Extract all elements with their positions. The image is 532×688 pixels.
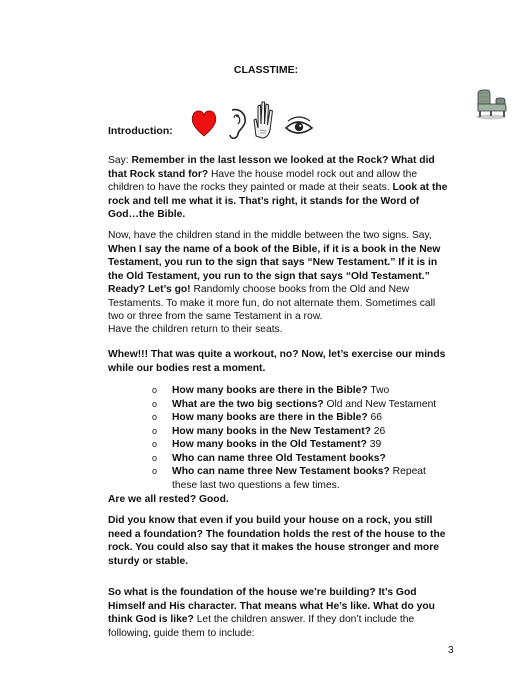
- rock-answer-text: Look at the rock and tell me what it is. That’s right, it stands for the Word of God…the Bible.: [108, 182, 448, 220]
- character-instruction-text: Let the children answer. If they don’t include the following, guide them to include:: [108, 614, 415, 639]
- paragraph-return-seats: Have the children return to their seats.: [108, 324, 283, 335]
- hand-icon: [254, 102, 273, 138]
- bullet-marker: o: [152, 425, 158, 436]
- heart-icon: [192, 111, 216, 136]
- game-tips-text: Randomly choose books from the Old and New Testaments. To make it more fun, do not alternate them. Sometimes call two or three from the same Testament in a row.: [108, 284, 436, 322]
- list-item: o How many books are there in the Bible? 66: [152, 412, 383, 423]
- list-item: o How many books are there in the Bible? Two: [152, 385, 390, 396]
- bullet-marker: o: [152, 466, 158, 476]
- paragraph-rested: Are we all rested? Good.: [108, 494, 229, 505]
- paragraph-gods-character: [108, 586, 448, 640]
- bullet-marker: o: [152, 452, 158, 463]
- question-list: [152, 384, 452, 492]
- list-item: o How many books in the Old Testament? 39: [152, 439, 382, 450]
- game-setup-text: Now, have the children stand in the middle between the two signs. Say,: [108, 230, 432, 241]
- rock-question-text: Remember in the last lesson we looked at the Rock? What did that Rock stand for?: [108, 155, 435, 180]
- bullet-marker: o: [152, 385, 158, 395]
- list-item: o Who can name three New Testament books? Repeat these last two questions a few times.: [152, 466, 426, 491]
- paragraph-foundation: Did you know that even if you build your house on a rock, you still need a foundation? The foundation holds the rest of the house to the rock. You could also say that it makes the house stronger and more sturdy or stable.: [108, 515, 446, 567]
- paragraph-testament-game: [108, 229, 448, 324]
- list-item: o How many books in the New Testament? 26: [152, 425, 386, 437]
- page-title: CLASSTIME:: [233, 64, 299, 76]
- rock-instruction-text: Have the house model rock out and allow the children to have the rocks they painted or made at their seats.: [108, 168, 418, 193]
- list-item: o What are the two big sections? Old and New Testament: [152, 398, 437, 410]
- say-label: Say:: [108, 155, 132, 166]
- page-number: 3: [448, 645, 454, 656]
- chair-icon: [474, 88, 508, 120]
- bullet-marker: o: [152, 398, 158, 409]
- senses-icons: [190, 98, 316, 142]
- bullet-marker: o: [152, 439, 158, 449]
- list-item: o Who can name three Old Testament books?: [152, 452, 386, 464]
- eye-icon: [286, 117, 312, 133]
- bullet-marker: o: [152, 412, 158, 422]
- paragraph-whew: Whew!!! That was quite a workout, no? Now, let’s exercise our minds while our bodies rest a moment.: [108, 349, 446, 374]
- character-question-text: So what is the foundation of the house we’re building? It’s God Himself and His character. That means what He’s like. What do you think God is like?: [108, 587, 435, 625]
- paragraph-rock-review: [108, 154, 448, 222]
- ear-icon: [230, 110, 245, 139]
- game-rules-text: When I say the name of a book of the Bible, if it is a book in the New Testament, you run to the sign that says “New Testament.” If it is in the Old Testament, you run to the sign that says “Old Testament.” Ready? Let’s go!: [108, 243, 441, 295]
- introduction-label: Introduction:: [108, 125, 173, 137]
